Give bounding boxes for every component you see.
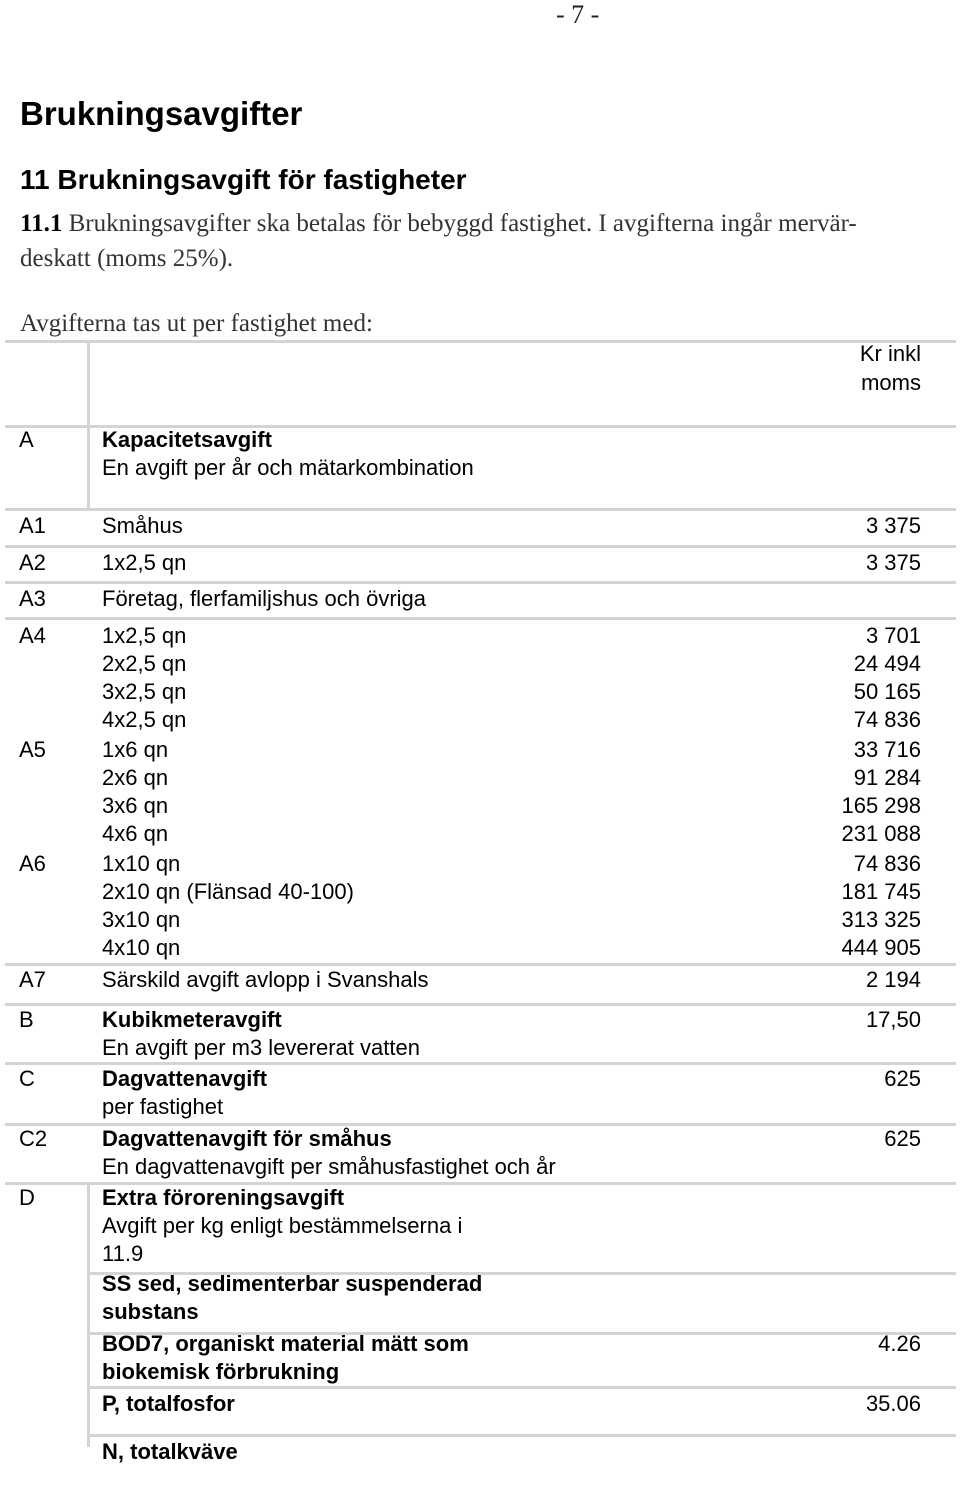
group-item-desc: 1x2,5 qn xyxy=(102,623,187,648)
row-subtitle-c: per fastighet xyxy=(102,1094,224,1119)
group-item-amount: 231 088 xyxy=(841,821,921,846)
pollutant-p-amount: 35.06 xyxy=(865,1391,921,1416)
row-code-c: C xyxy=(19,1066,35,1091)
pollutant-p: P, totalfosfor xyxy=(102,1391,235,1416)
row-amount-a7: 2 194 xyxy=(865,967,921,992)
header-amount-line-2: moms xyxy=(861,370,921,395)
group-item-amount: 165 298 xyxy=(841,793,921,818)
section-subtitle-capacity-fee: En avgift per år och mätarkombination xyxy=(102,455,474,480)
row-code: A1 xyxy=(19,513,46,538)
intro-paragraph xyxy=(20,206,955,276)
group-code-a6: A6 xyxy=(19,851,46,876)
section-code-a: A xyxy=(19,427,34,452)
group-item-amount: 74 836 xyxy=(853,707,921,732)
group-item-amount: 3 701 xyxy=(865,623,921,648)
row-code-d: D xyxy=(19,1185,35,1210)
row-code-c2: C2 xyxy=(19,1126,48,1151)
pollutant-n: N, totalkväve xyxy=(102,1439,238,1464)
row-desc: Småhus xyxy=(102,513,183,538)
group-item-desc: 2x2,5 qn xyxy=(102,651,187,676)
row-code-b: B xyxy=(19,1007,34,1032)
group-item-amount: 33 716 xyxy=(853,737,921,762)
row-subtitle-b: En avgift per m3 levererat vatten xyxy=(102,1035,420,1060)
group-item-amount: 313 325 xyxy=(841,907,921,932)
pollutant-ss-line-1: SS sed, sedimenterbar suspenderad xyxy=(102,1271,483,1296)
pollutant-bod7-line-1: BOD7, organiskt material mätt som xyxy=(102,1331,469,1356)
row-title-b: Kubikmeteravgift xyxy=(102,1007,282,1032)
row-amount-b: 17,50 xyxy=(865,1007,921,1032)
group-code-a5: A5 xyxy=(19,737,46,762)
row-title-c: Dagvattenavgift xyxy=(102,1066,268,1091)
row-desc: 1x2,5 qn xyxy=(102,550,187,575)
group-item-amount: 181 745 xyxy=(841,879,921,904)
row-amount: 3 375 xyxy=(865,513,921,538)
row-amount: 3 375 xyxy=(865,550,921,575)
row-amount-c: 625 xyxy=(884,1066,921,1091)
group-item-desc: 1x6 qn xyxy=(102,737,169,762)
header-amount-line-1: Kr inkl xyxy=(859,341,921,366)
row-desc-a7: Särskild avgift avlopp i Svanshals xyxy=(102,967,429,992)
row-title-d: Extra föroreningsavgift xyxy=(102,1185,345,1210)
group-code-a4: A4 xyxy=(19,623,46,648)
row-subtitle-c2: En dagvattenavgift per småhusfastighet och år xyxy=(102,1154,556,1179)
pollutant-ss-line-2: substans xyxy=(102,1299,199,1324)
row-code-a7: A7 xyxy=(19,967,46,992)
table-intro: Avgifterna tas ut per fastighet med: xyxy=(20,310,373,337)
row-code: A2 xyxy=(19,550,46,575)
row-subtitle-d-line-1: Avgift per kg enligt bestämmelserna i xyxy=(102,1213,463,1238)
group-item-desc: 1x10 qn xyxy=(102,851,181,876)
group-item-desc: 2x6 qn xyxy=(102,765,169,790)
row-code: A3 xyxy=(19,586,46,611)
page-title: Brukningsavgifter xyxy=(20,95,303,132)
group-item-desc: 4x10 qn xyxy=(102,935,181,960)
group-item-desc: 4x2,5 qn xyxy=(102,707,187,732)
group-item-desc: 3x10 qn xyxy=(102,907,181,932)
pollutant-bod7-line-2: biokemisk förbrukning xyxy=(102,1359,340,1384)
row-amount-c2: 625 xyxy=(884,1126,921,1151)
group-item-amount: 444 905 xyxy=(841,935,921,960)
row-title-c2: Dagvattenavgift för småhus xyxy=(102,1126,392,1151)
paragraph-number: 11.1 xyxy=(20,210,63,237)
pollutant-bod7-amount: 4.26 xyxy=(878,1331,921,1356)
group-item-desc: 3x2,5 qn xyxy=(102,679,187,704)
group-item-amount: 74 836 xyxy=(853,851,921,876)
section-title-capacity-fee: Kapacitetsavgift xyxy=(102,427,272,452)
paragraph-line-2: deskatt (moms 25%). xyxy=(20,245,234,272)
row-desc: Företag, flerfamiljshus och övriga xyxy=(102,586,427,611)
page-number: - 7 - xyxy=(556,0,600,29)
group-item-amount: 50 165 xyxy=(853,679,921,704)
group-item-amount: 91 284 xyxy=(853,765,921,790)
group-item-desc: 2x10 qn (Flänsad 40-100) xyxy=(102,879,354,904)
row-subtitle-d-line-2: 11.9 xyxy=(102,1241,144,1266)
group-item-desc: 3x6 qn xyxy=(102,793,169,818)
group-item-desc: 4x6 qn xyxy=(102,821,169,846)
paragraph-line-1: Brukningsavgifter ska betalas för bebyggd fastighet. I avgifterna ingår mervär- xyxy=(68,210,857,237)
section-heading: 11 Brukningsavgift för fastigheter xyxy=(20,164,467,195)
group-item-amount: 24 494 xyxy=(853,651,921,676)
